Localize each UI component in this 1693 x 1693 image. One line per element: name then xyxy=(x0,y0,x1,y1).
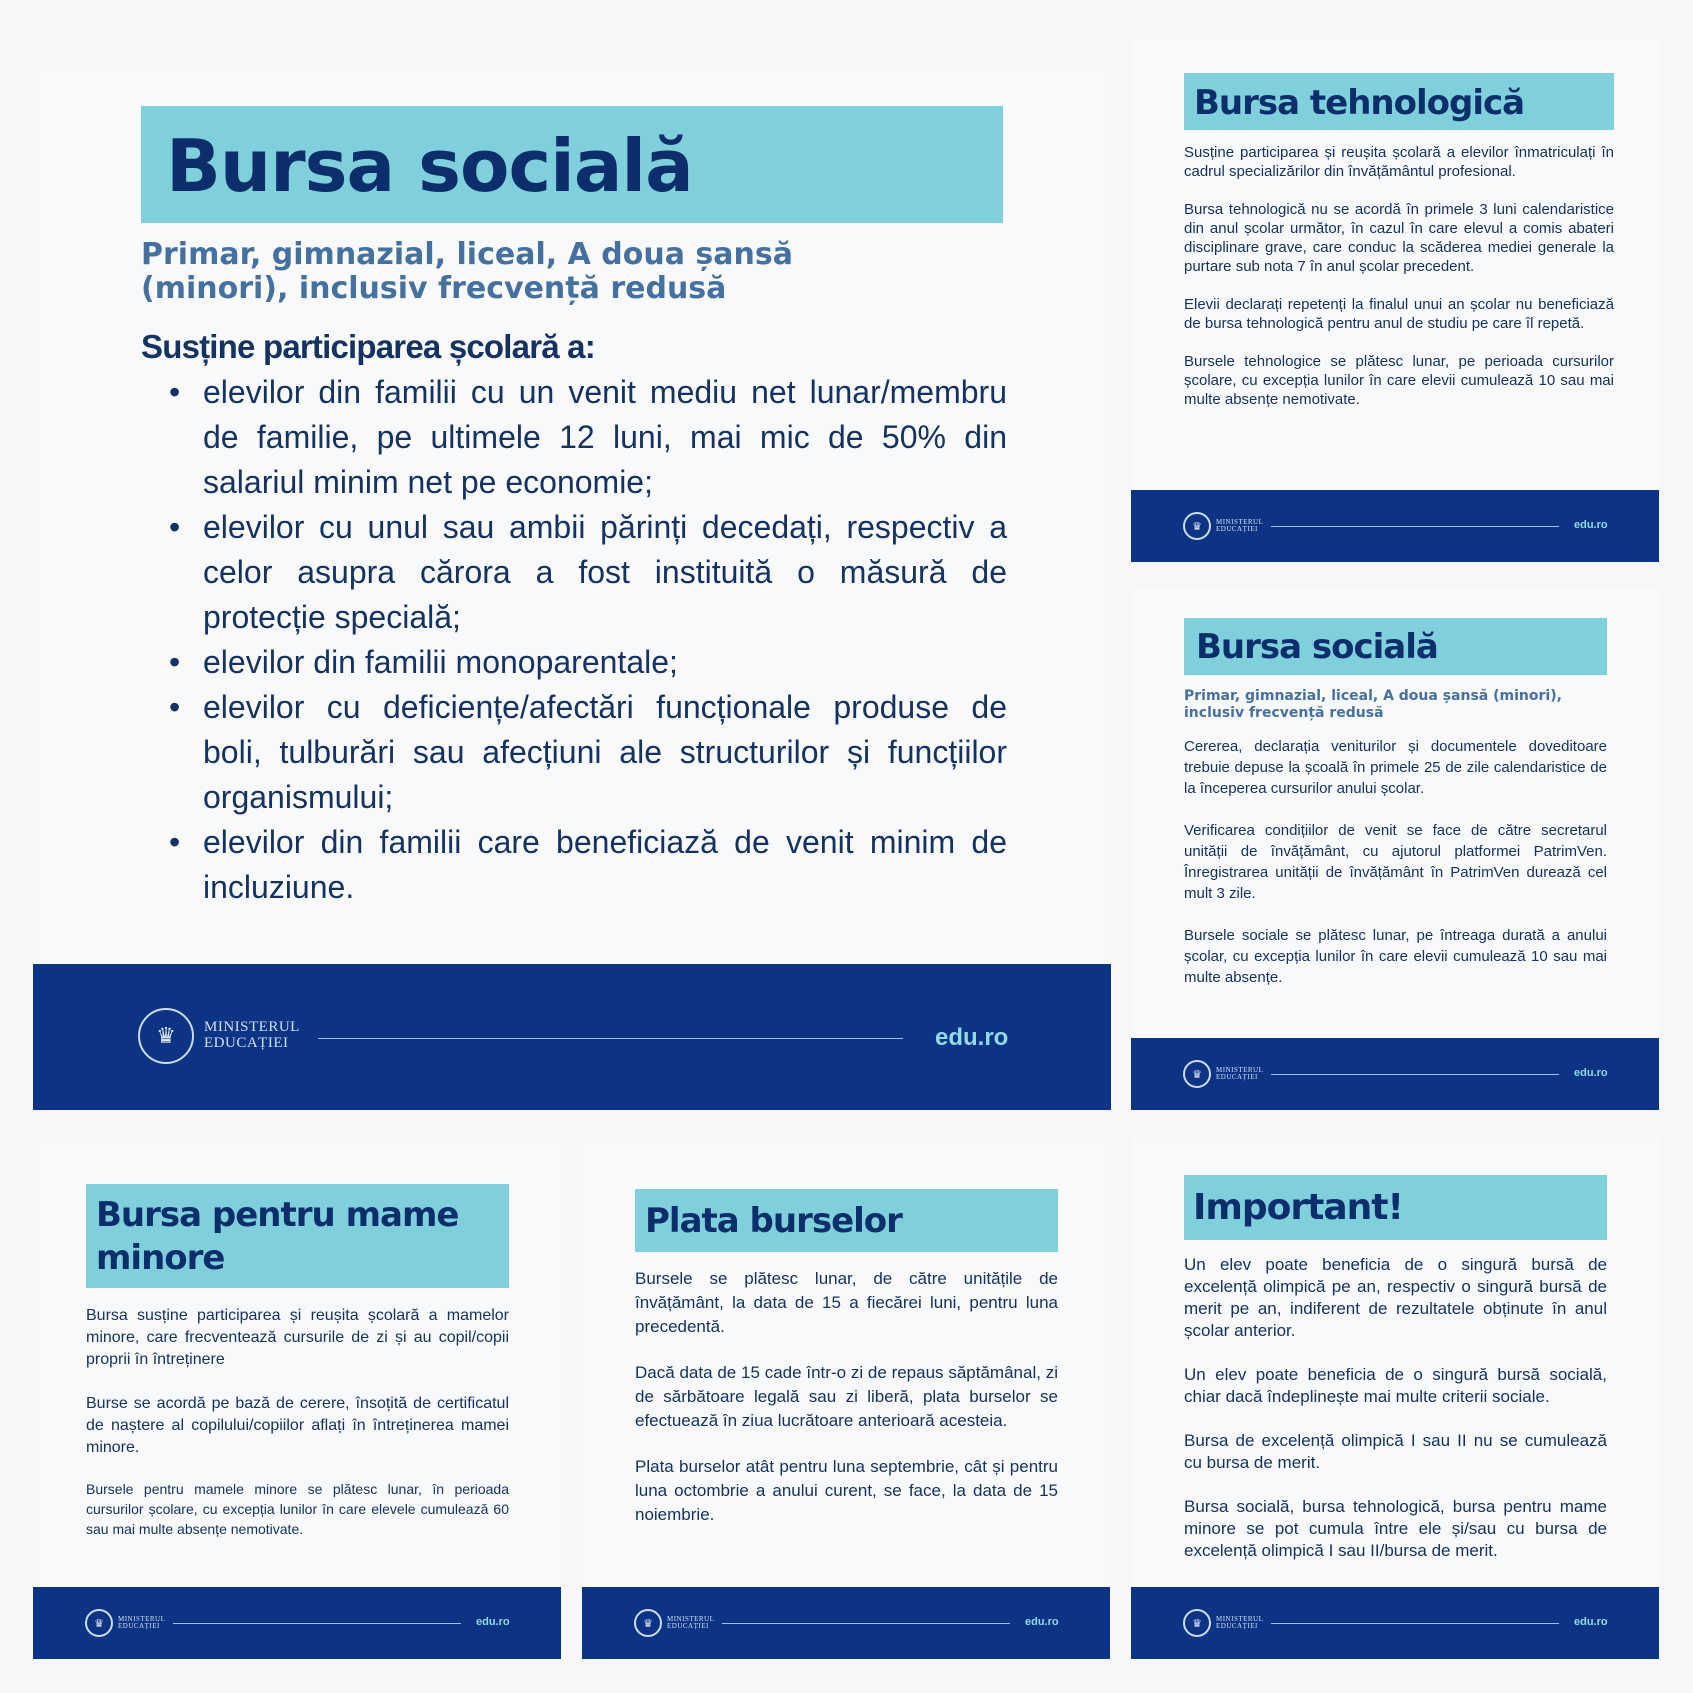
ministry-line-2: EDUCAȚIEI xyxy=(1216,525,1258,533)
ministry-line-1: MINISTERUL xyxy=(204,1019,300,1036)
main-footer xyxy=(33,964,1111,1110)
footer-divider xyxy=(318,1038,903,1039)
footer-divider xyxy=(173,1623,461,1624)
sociala-small-body xyxy=(1184,736,1607,988)
sociala-small-paragraph-1: Cererea, declarația veniturilor și documentele doveditoare trebuie depuse la școală în primele 25 de zile calendaristice de la începerea cursurilor anului școlar. xyxy=(1184,738,1607,797)
mame-ministry-logo xyxy=(85,1609,165,1637)
main-bullet-3: • elevilor din familii monoparentale; xyxy=(141,640,1007,685)
important-paragraph-3: Bursa de excelență olimpică I sau II nu se cumulează cu bursa de merit. xyxy=(1184,1431,1607,1472)
footer-divider xyxy=(1271,1623,1559,1624)
footer-domain-link[interactable]: edu.ro xyxy=(1574,1067,1608,1079)
ministry-line-1: MINISTERUL xyxy=(1216,1614,1264,1623)
important-footer xyxy=(1131,1587,1659,1659)
card-bursa-tehnologica xyxy=(1131,40,1659,562)
plata-body xyxy=(635,1267,1058,1527)
plata-ministry-logo xyxy=(634,1609,714,1637)
footer-divider xyxy=(722,1623,1010,1624)
coat-of-arms-icon: ♛ xyxy=(634,1609,662,1637)
sociala-small-ministry-logo xyxy=(1183,1060,1263,1088)
important-title-box xyxy=(1184,1175,1607,1240)
card-bursa-sociala-small xyxy=(1131,588,1659,1110)
footer-domain-link[interactable]: edu.ro xyxy=(476,1616,510,1628)
card-important xyxy=(1131,1137,1659,1659)
main-title: Bursa socială xyxy=(166,124,693,208)
mame-paragraph-1: Bursa susține participarea și reușita școlară a mamelor minore, care frecventează cursurile de zi și au copil/copii proprii în întreținere xyxy=(86,1307,509,1368)
important-ministry-logo xyxy=(1183,1609,1263,1637)
mame-body xyxy=(86,1305,509,1539)
mame-title xyxy=(96,1194,458,1280)
ministry-line-1: MINISTERUL xyxy=(118,1614,166,1623)
mame-title-line-2: minore xyxy=(96,1238,225,1278)
footer-divider xyxy=(1271,526,1559,527)
plata-title-box xyxy=(635,1189,1058,1252)
ministry-line-2: EDUCAȚIEI xyxy=(204,1035,289,1051)
footer-domain-link[interactable]: edu.ro xyxy=(1574,1616,1608,1628)
mame-title-line-1: Bursa pentru mame xyxy=(96,1195,459,1235)
coat-of-arms-icon: ♛ xyxy=(1183,1060,1211,1088)
footer-domain-link[interactable]: edu.ro xyxy=(1025,1616,1059,1628)
plata-paragraph-2: Dacă data de 15 cade într-o zi de repaus săptămânal, zi de sărbătoare legală sau zi liberă, plata burselor se efectuează în ziua lucrătoare anterioară acesteia. xyxy=(635,1363,1058,1430)
mame-footer xyxy=(33,1587,561,1659)
main-bullet-5: • elevilor din familii care beneficiază de venit minim de incluziune. xyxy=(141,820,1007,910)
important-paragraph-2: Un elev poate beneficia de o singură bursă socială, chiar dacă îndeplinește mai multe criterii sociale. xyxy=(1184,1365,1607,1406)
ministry-line-2: EDUCAȚIEI xyxy=(1216,1073,1258,1081)
coat-of-arms-icon: ♛ xyxy=(1183,1609,1211,1637)
main-subtitle: Primar, gimnazial, liceal, A doua șansă (minori), inclusiv frecvență redusă xyxy=(141,237,793,306)
mame-paragraph-3: Bursele pentru mamele minore se plătesc lunar, în perioada cursurilor școlare, cu excepția lunilor în care elevele cumulează 60 sau mai multe absențe nemotivate. xyxy=(86,1481,509,1537)
important-body xyxy=(1184,1254,1607,1562)
tehnologica-ministry-logo xyxy=(1183,512,1263,540)
ministry-line-2: EDUCAȚIEI xyxy=(118,1622,160,1630)
tehnologica-paragraph-1: Susține participarea și reușita școlară a elevilor înmatriculați în cadrul specializărilor din învățământul profesional. xyxy=(1184,144,1614,180)
sociala-small-paragraph-3: Bursele sociale se plătesc lunar, pe întreaga durată a anului școlar, cu excepția lunilor în care elevii cumulează 10 sau mai multe absențe. xyxy=(1184,927,1607,986)
sociala-small-footer xyxy=(1131,1038,1659,1110)
ministry-line-1: MINISTERUL xyxy=(1216,1065,1264,1074)
main-bullets xyxy=(141,370,1007,910)
tehnologica-title-box xyxy=(1184,73,1614,130)
plata-footer xyxy=(582,1587,1110,1659)
ministry-line-2: EDUCAȚIEI xyxy=(667,1622,709,1630)
card-bursa-sociala-main xyxy=(33,70,1111,1110)
footer-domain-link[interactable]: edu.ro xyxy=(1574,519,1608,531)
plata-paragraph-1: Bursele se plătesc lunar, de către unitățile de învățământ, la data de 15 a fiecărei luni, pentru luna precedentă. xyxy=(635,1269,1058,1336)
mame-paragraph-2: Burse se acordă pe bază de cerere, însoțită de certificatul de naștere al copilului/copiilor aflați în întreținerea mamei minore. xyxy=(86,1395,509,1456)
footer-divider xyxy=(1271,1074,1559,1075)
mame-title-box xyxy=(86,1184,509,1288)
main-title-box xyxy=(141,106,1003,223)
main-intro: Susține participarea școlară a: xyxy=(141,328,595,365)
coat-of-arms-icon: ♛ xyxy=(1183,512,1211,540)
main-bullet-1: • elevilor din familii cu un venit mediu net lunar/membru de familie, pe ultimele 12 luni, mai mic de 50% din salariul minim net pe economie; xyxy=(141,370,1007,505)
main-bullet-4: • elevilor cu deficiențe/afectări funcționale produse de boli, tulburări sau afecțiuni ale structurilor și funcțiilor organismului; xyxy=(141,685,1007,820)
tehnologica-footer xyxy=(1131,490,1659,562)
card-plata-burselor xyxy=(582,1137,1110,1659)
coat-of-arms-icon: ♛ xyxy=(85,1609,113,1637)
main-bullet-2: • elevilor cu unul sau ambii părinți decedați, respectiv a celor asupra cărora a fost instituită o măsură de protecție specială; xyxy=(141,505,1007,640)
tehnologica-title: Bursa tehnologică xyxy=(1194,83,1525,123)
coat-of-arms-icon: ♛ xyxy=(138,1008,194,1064)
important-title: Important! xyxy=(1193,1187,1403,1228)
ministry-line-1: MINISTERUL xyxy=(667,1614,715,1623)
sociala-small-paragraph-2: Verificarea condițiilor de venit se face de către secretarul unității de învățământ, cu ajutorul platformei PatrimVen. Înregistrarea unității de învățământ în PatrimVen durează cel mult 3 zile. xyxy=(1184,822,1607,902)
tehnologica-paragraph-2: Bursa tehnologică nu se acordă în primele 3 luni calendaristice din anul școlar următor, în cazul în care elevul a comis abateri disciplinare grave, care conduc la scăderea mediei generale la purtare sub nota 7 în anul școlar precedent. xyxy=(1184,201,1614,275)
plata-paragraph-3: Plata burselor atât pentru luna septembrie, cât și pentru luna octombrie a anului curent, se face, la data de 15 noiembrie. xyxy=(635,1457,1058,1524)
plata-title: Plata burselor xyxy=(645,1201,902,1241)
card-bursa-mame-minore xyxy=(33,1137,561,1659)
tehnologica-body xyxy=(1184,143,1614,409)
sociala-small-subtitle: Primar, gimnazial, liceal, A doua șansă (minori), inclusiv frecvență redusă xyxy=(1184,688,1562,721)
tehnologica-paragraph-4: Bursele tehnologice se plătesc lunar, pe perioada cursurilor școlare, cu excepția lunilor în care elevii cumulează 10 sau mai multe absențe nemotivate. xyxy=(1184,353,1614,408)
sociala-small-title: Bursa socială xyxy=(1196,627,1438,667)
important-paragraph-4: Bursa socială, bursa tehnologică, bursa pentru mame minore se pot cumula între ele și/sau cu bursa de excelență olimpică I sau II/bursa de merit. xyxy=(1184,1497,1607,1560)
ministry-line-2: EDUCAȚIEI xyxy=(1216,1622,1258,1630)
footer-domain-link[interactable]: edu.ro xyxy=(935,1024,1009,1051)
tehnologica-paragraph-3: Elevii declarați repetenți la finalul unui an școlar nu beneficiază de bursa tehnologică pentru anul de studiu pe care îl repetă. xyxy=(1184,296,1614,332)
ministry-line-1: MINISTERUL xyxy=(1216,517,1264,526)
important-paragraph-1: Un elev poate beneficia de o singură bursă de excelență olimpică pe an, respectiv o singură bursă de merit pe an, indiferent de rezultatele obținute în anul școlar anterior. xyxy=(1184,1255,1607,1340)
sociala-small-title-box xyxy=(1184,618,1607,675)
main-ministry-logo xyxy=(138,1008,300,1064)
